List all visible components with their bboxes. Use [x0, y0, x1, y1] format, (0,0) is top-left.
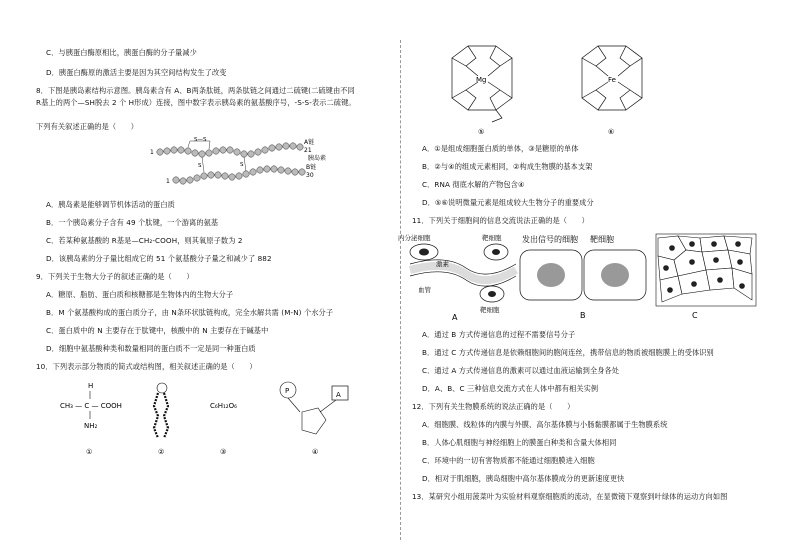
svg-text:C₆H₁₂O₆: C₆H₁₂O₆: [210, 402, 237, 410]
porphyrin-figures: [432, 36, 722, 136]
q11-option-c: C．通过 A 方式传递信息的激素可以通过血液运输到全身各处: [422, 366, 620, 375]
label-1: ①: [86, 448, 93, 456]
mode-c-plasmodesmata: [656, 234, 756, 306]
cell-communication-figure: [396, 230, 758, 322]
label-2: ②: [158, 448, 165, 456]
fe-label: Fe: [608, 76, 616, 84]
b-chain-end-number: 30: [306, 172, 314, 179]
q12-option-d: D．相对于肌细胞，胰岛细胞中高尔基体膜成分的更新速度更快: [422, 474, 625, 483]
nucleotide-structure: [280, 382, 348, 456]
q9-option-b: B．M 个氨基酸构成的蛋白质分子，由 N条环状肽链构成，完全水解共需 (M-N) 个水分子: [46, 308, 334, 317]
insulin-structure-figure: [146, 132, 326, 192]
q8-option-a: A．胰岛素是能够调节机体活动的蛋白质: [46, 200, 175, 209]
q12-stem: 12．下列有关生物膜系统的说法正确的是（ ）: [412, 402, 575, 411]
q12-option-c: C．环境中的一切有害物质都不能通过细胞膜进入细胞: [422, 456, 595, 465]
svg-text:激素: 激素: [436, 260, 449, 268]
q11-option-a: A．通过 B 方式传递信息的过程不需要信号分子: [422, 330, 576, 339]
svg-text:血管: 血管: [418, 286, 431, 294]
label-4: ④: [312, 448, 319, 456]
svg-text:P: P: [285, 387, 290, 395]
ss-label: S—S: [194, 137, 207, 143]
svg-text:NH₂: NH₂: [84, 422, 98, 430]
q8-option-b: B．一个胰岛素分子含有 49 个肽键，一个游离的氨基: [46, 218, 219, 227]
q7-option-c: C．与胰蛋白酶原相比，胰蛋白酶的分子量减少: [46, 48, 197, 57]
mode-c-label: C: [692, 311, 698, 320]
glucose-formula: [210, 402, 237, 456]
mg-label: Mg: [476, 76, 487, 84]
svg-text:A: A: [336, 391, 341, 399]
q10-option-b: B．②与④的组成元素相同，②构成生物膜的基本支架: [422, 162, 593, 171]
q8-stem-line1: 8．下图是胰岛素结构示意图。胰岛素含有 A、B两条肽链，两条肽链之间通过二硫键(二硫键由不同: [36, 86, 355, 95]
amino-acid-structure: [60, 382, 122, 456]
q12-option-b: B．人体心肌细胞与神经细胞上的膜蛋白种类和含量大体相同: [422, 438, 617, 447]
insulin-a-chain: [157, 143, 303, 157]
a-chain-label: A链: [304, 139, 315, 146]
s-label-2: S: [240, 162, 244, 168]
mode-b-contact: [520, 234, 646, 320]
q11-option-d: D．A、B、C 三种信息交流方式在人体中都有相关实例: [422, 384, 599, 393]
mode-a-hormone: [398, 233, 516, 322]
chlorophyll-structure: [452, 46, 512, 122]
q9-option-d: D．细胞中氨基酸种类和数量相同的蛋白质不一定是同一种蛋白质: [46, 344, 256, 353]
q9-stem: 9．下列关于生物大分子的叙述正确的是（ ）: [36, 272, 194, 281]
q10-option-c: C．RNA 彻底水解的产物包含④: [422, 180, 525, 189]
q11-option-b: B．通过 C 方式传递信息是依赖细胞间的胞间连丝，携带信息的物质被细胞膜上的受体识别: [422, 348, 714, 357]
q9-option-a: A．糖原、脂肪、蛋白质和核糖都是生物体内的生物大分子: [46, 290, 234, 299]
q9-option-c: C．蛋白质中的 N 主要存在于肽键中，核酸中的 N 主要存在于碱基中: [46, 326, 269, 335]
b-chain-label: B链: [306, 164, 317, 171]
mode-a-label: A: [452, 313, 458, 322]
disulfide-bonds: [188, 141, 246, 172]
svg-text:靶细胞: 靶细胞: [480, 306, 500, 314]
insulin-b-chain: [173, 166, 305, 184]
a-chain-start-number: 1: [150, 149, 154, 156]
q8-stem-line2: R基上的两个—SH脱去 2 个 H形成）连接，图中数字表示胰岛素的氨基酸序号，-S-S-表示二硫键。: [36, 98, 356, 107]
q8-option-c: C．若某种氨基酸的 R基是—CH₂-COOH，则其氧原子数为 2: [46, 236, 243, 245]
q7-option-d: D．胰蛋白酶原的激活主要是因为其空间结构发生了改变: [46, 68, 227, 77]
svg-text:CH₃ — C — COOH: CH₃ — C — COOH: [60, 402, 122, 410]
q10-option-a: A．①是组成细胞蛋白质的单体，③是糖原的单体: [422, 144, 579, 153]
a-chain-end-number: 21: [304, 147, 312, 154]
q13-stem: 13．某研究小组用菠菜叶为实验材料观察细胞质的流动，在显微镜下观察到叶绿体的运动方向如图: [412, 492, 728, 501]
b-chain-start-number: 1: [166, 178, 170, 185]
svg-text:发出信号的细胞: 发出信号的细胞: [522, 235, 578, 244]
svg-text:H: H: [88, 382, 94, 390]
q10-stem: 10．下列表示部分物质的简式或结构图，相关叙述正确的是（ ）: [36, 362, 257, 371]
svg-text:内分泌细胞: 内分泌细胞: [398, 234, 431, 242]
q8-option-d: D．该胰岛素的分子量比组成它的 51 个氨基酸分子量之和减少了 882: [46, 254, 272, 263]
fig6-label: ⑥: [608, 128, 615, 136]
phospholipid-structure: [154, 383, 168, 456]
q10-option-d: D．⑤⑥说明微量元素是组成较大生物分子的重要成分: [422, 198, 594, 207]
q11-stem: 11．下列关于细胞间的信息交流说法正确的是（ ）: [412, 216, 589, 225]
insulin-label: 胰岛素: [308, 155, 326, 162]
q10-structures-figure: [50, 376, 380, 458]
q8-prompt: 下列有关叙述正确的是（ ）: [36, 122, 139, 131]
label-3: ③: [220, 448, 227, 456]
q12-option-a: A．细胞膜、线粒体的内膜与外膜、高尔基体膜与小肠黏膜都属于生物膜系统: [422, 420, 668, 429]
fig5-label: ⑤: [478, 128, 485, 136]
svg-text:靶细胞: 靶细胞: [482, 234, 502, 242]
s-label-1: S: [198, 163, 202, 169]
mode-b-label: B: [580, 311, 586, 320]
svg-text:靶细胞: 靶细胞: [590, 235, 614, 244]
